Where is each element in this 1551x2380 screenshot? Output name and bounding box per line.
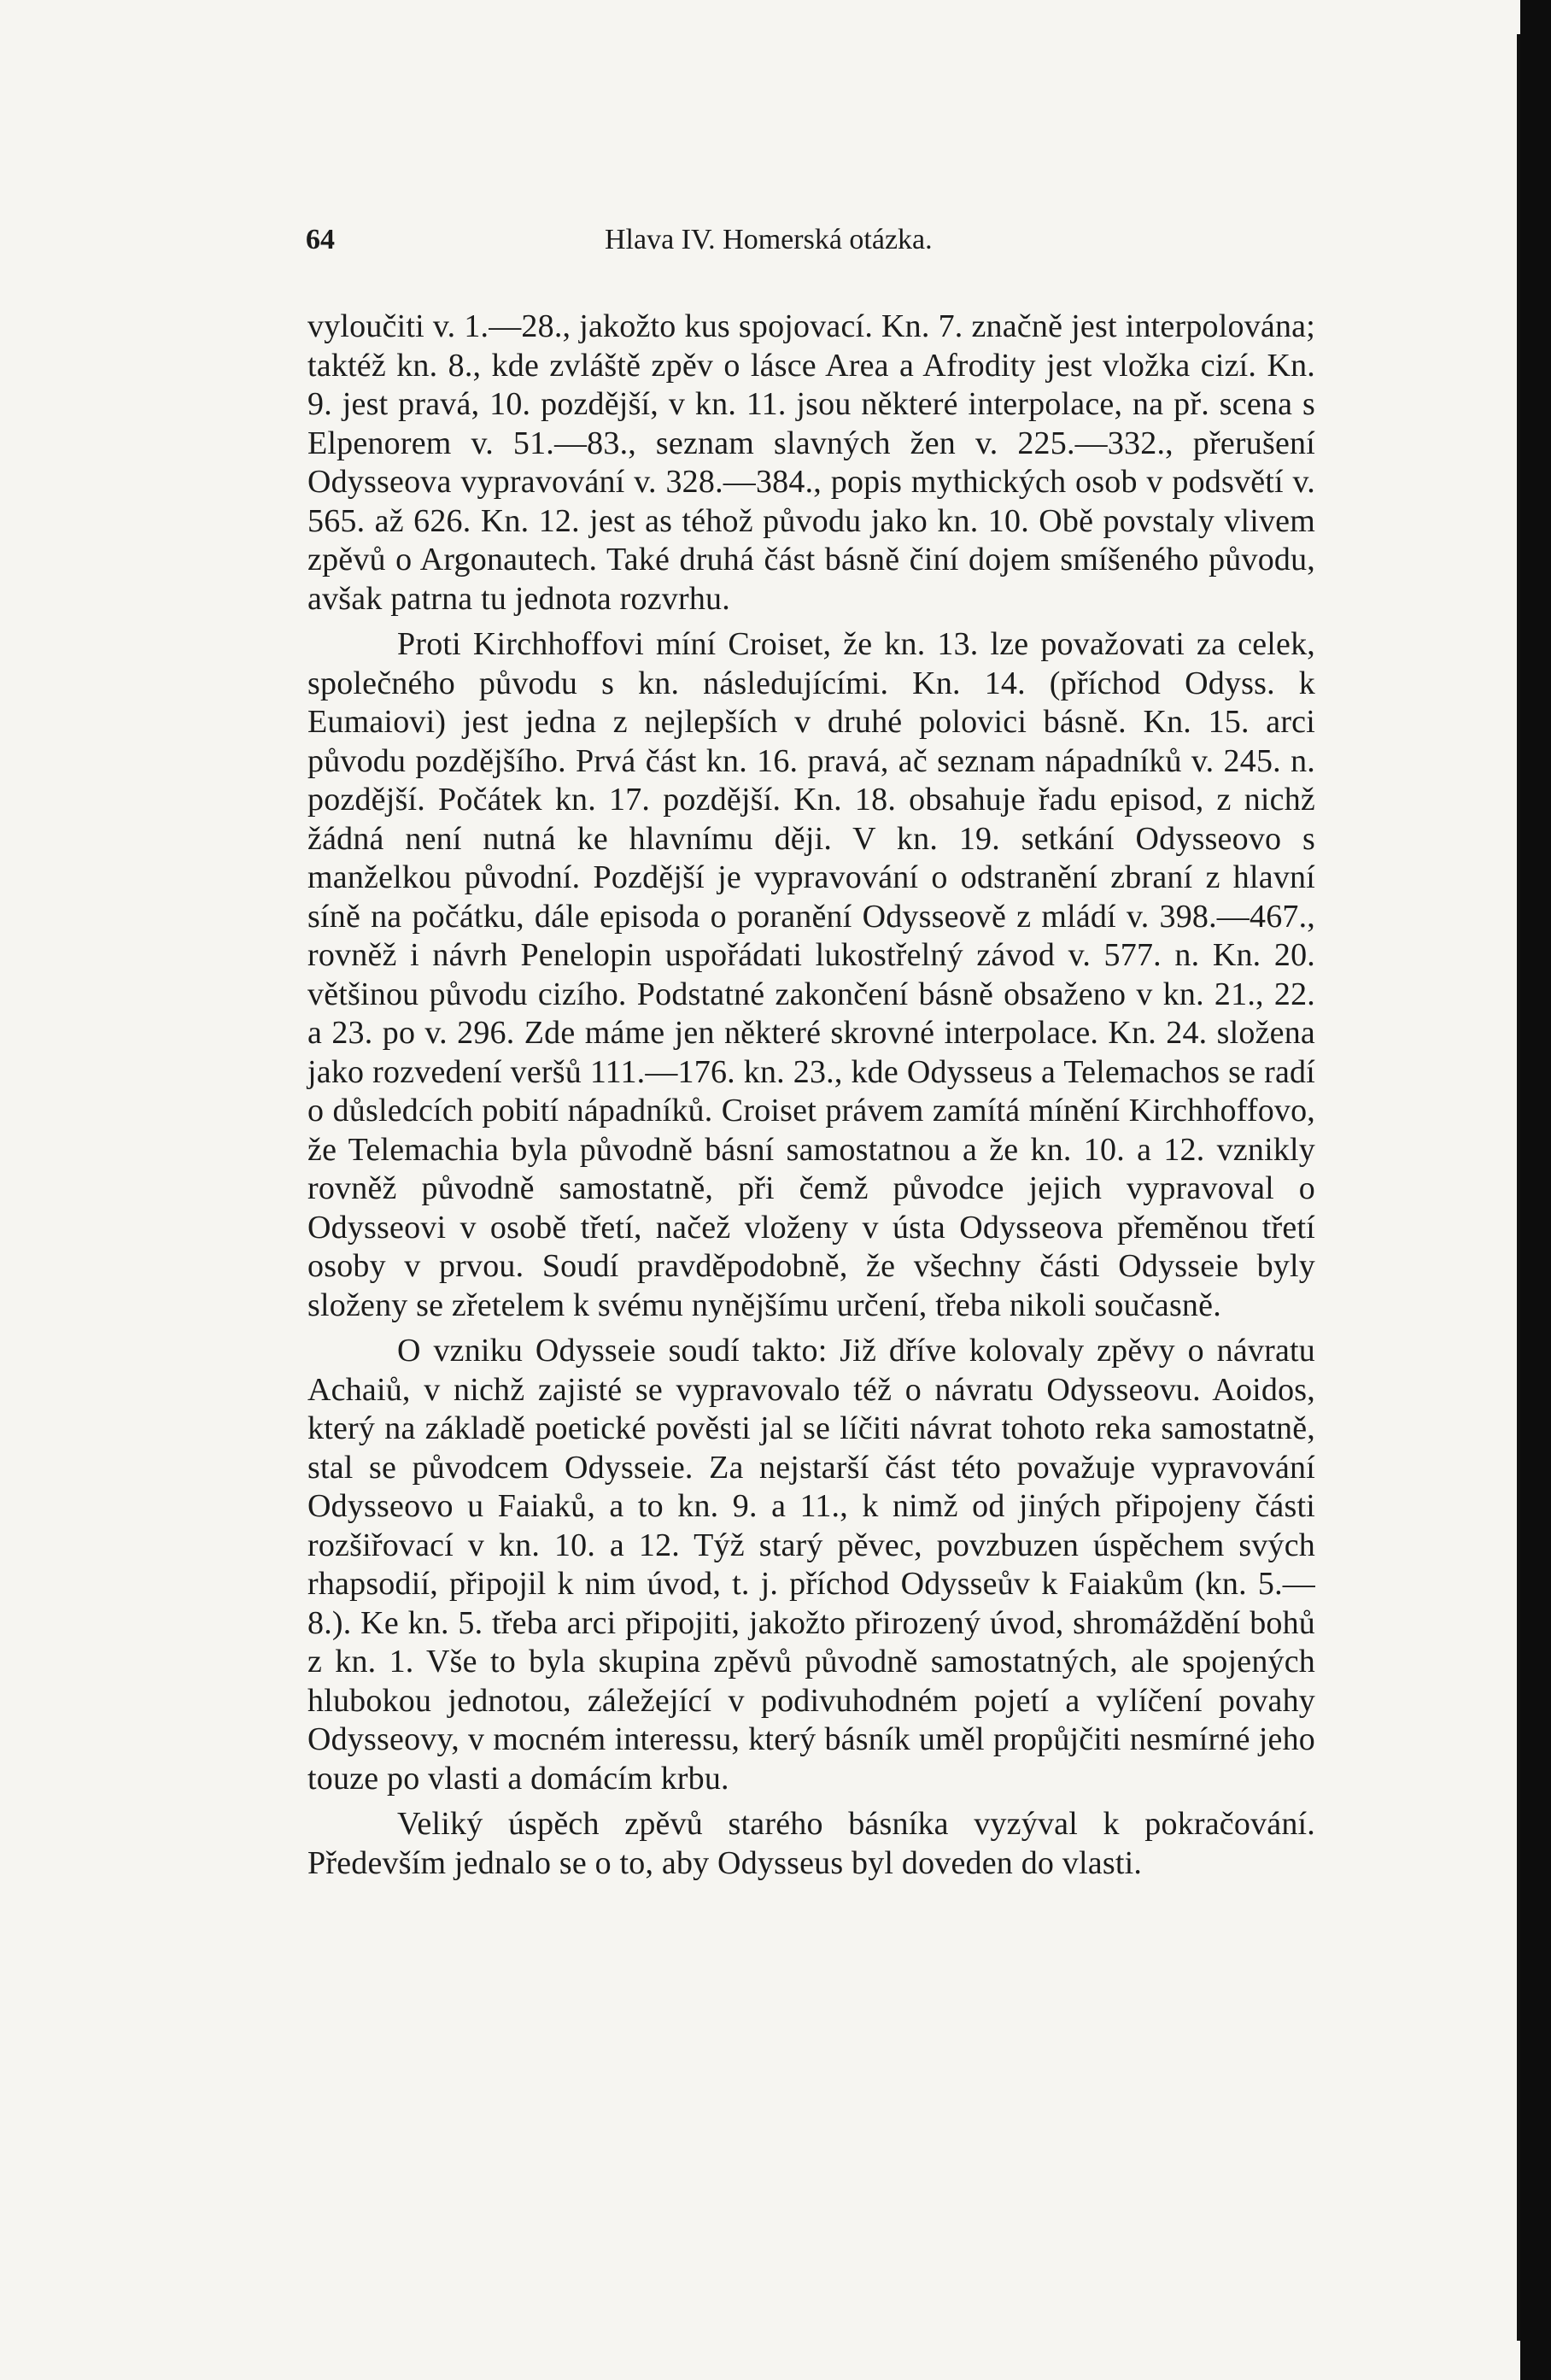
page-number: 64: [306, 224, 335, 255]
body-text: [307, 308, 1315, 1883]
running-title: Hlava IV. Homerská otázka.: [605, 224, 933, 255]
paragraph-4: Veliký úspěch zpěvů starého básníka vyzýval k pokračování. Především jednalo se o to, aby Odysseus byl doveden do vlasti.: [307, 1806, 1315, 1881]
paragraph-1: vyloučiti v. 1.—28., jakožto kus spojovací. Kn. 7. značně jest interpolována; taktéž kn. 8., kde zvláště zpěv o lásce Area a Afrodity jest vložka cizí. Kn. 9. jest pravá, 10. pozdější, v kn. 11. jsou některé interpolace, na př. scena s Elpenorem v. 51.—83., seznam slavných žen v. 225.—332., přerušení Odysseova vypravování v. 328.—384., popis mythických osob v podsvětí v. 565. až 626. Kn. 12. jest as téhož původu jako kn. 10. Obě povstaly vlivem zpěvů o Argonautech. Také druhá část básně činí dojem smíšeného původu, avšak patrna tu jednota rozvrhu.: [307, 308, 1315, 617]
scan-border: [1520, 0, 1551, 2380]
paragraph-2: Proti Kirchhoffovi míní Croiset, že kn. 13. lze považovati za celek, společného původu s kn. následujícími. Kn. 14. (příchod Odyss. k Eumaiovi) jest jedna z nejlepších v druhé polovici básně. Kn. 15. arci původu pozdějšího. Prvá část kn. 16. pravá, ač seznam nápadníků v. 245. n. pozdější. Počátek kn. 17. pozdější. Kn. 18. obsahuje řadu episod, z nichž žádná není nutná ke hlavnímu ději. V kn. 19. setkání Odysseovo s manželkou původní. Pozdější je vypravování o odstranění zbraní z hlavní síně na počátku, dále episoda o poranění Odysseově z mládí v. 398.—467., rovněž i návrh Penelopin uspořádati lukostřelný závod v. 577. n. Kn. 20. většinou původu cizího. Podstatné zakončení básně obsaženo v kn. 21., 22. a 23. po v. 296. Zde máme jen některé skrovné interpolace. Kn. 24. složena jako rozvedení veršů 111.—176. kn. 23., kde Odysseus a Telemachos se radí o důsledcích pobití nápadníků. Croiset právem zamítá mínění Kirchhoffovo, že Telemachia byla původně básní samostatnou a že kn. 10. a 12. vznikly rovněž původně samostatně, při čemž původce jejich vypravoval o Odysseovi v osobě třetí, načež vloženy v ústa Odysseova přeměnou třetí osoby v prvou. Soudí pravděpodobně, že všechny části Odysseie byly složeny se zřetelem k svému nynějšímu určení, třeba nikoli současně.: [307, 626, 1315, 1323]
page-header: [306, 224, 1100, 267]
paragraph-3: O vzniku Odysseie soudí takto: Již dříve kolovaly zpěvy o návratu Achaiů, v nichž zajisté se vypravovalo též o návratu Odysseovu. Aoidos, který na základě poetické pověsti jal se líčiti návrat tohoto reka samostatně, stal se původcem Odysseie. Za nejstarší část této považuje vypravování Odysseovo u Faiaků, a to kn. 9. a 11., k nimž od jiných připojeny části rozšiřovací v kn. 10. a 12. Týž starý pěvec, povzbuzen úspěchem svých rhapsodií, připojil k nim úvod, t. j. příchod Odysseův k Faiakům (kn. 5.—8.). Ke kn. 5. třeba arci připojiti, jakožto přirozený úvod, shromáždění bohů z kn. 1. Vše to byla skupina zpěvů původně samostatných, ale spojených hlubokou jednotou, záležející v podivuhodném pojetí a vylíčení povahy Odysseovy, v mocném interessu, který básník uměl propůjčiti nesmírné jeho touze po vlasti a domácím krbu.: [307, 1333, 1315, 1797]
